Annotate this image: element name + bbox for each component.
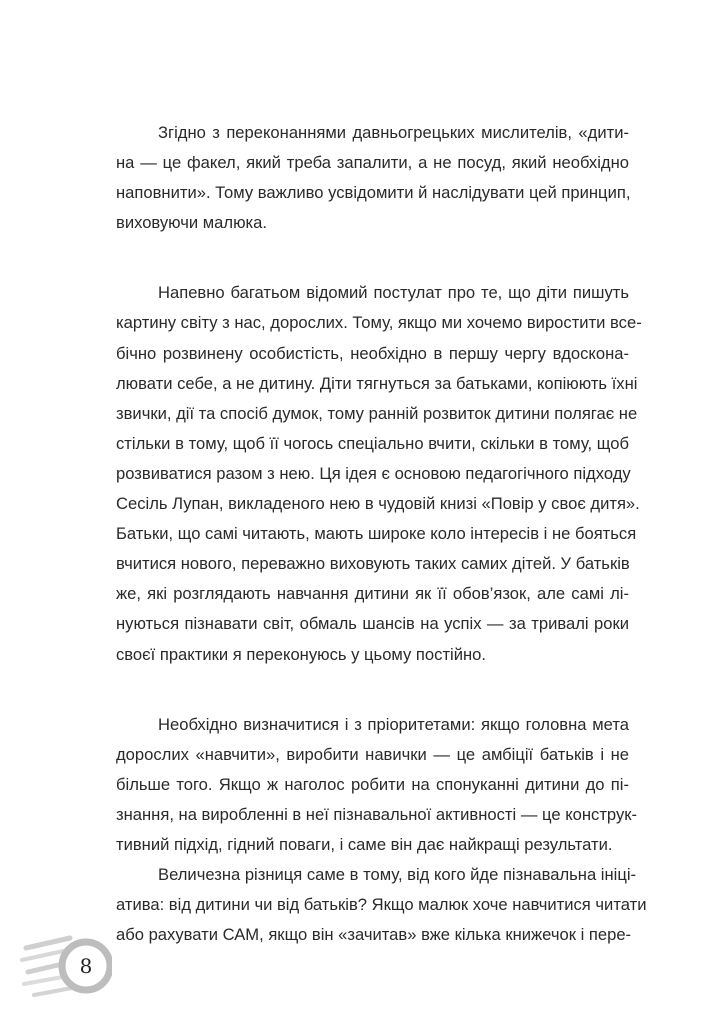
page-number: 8 (79, 954, 93, 978)
paragraph (116, 860, 647, 950)
text-line: Батьки, що самі читають, мають широке коло інтересів і не бояться (116, 524, 637, 544)
text-line: на — це факел, який треба запалити, а не посуд, який необхідно (116, 153, 629, 173)
text-line: картину світу з нас, дорослих. Тому, якщо ми хочемо виростити все- (116, 313, 642, 333)
text-line: розвиватися разом з нею. Ця ідея є основою педагогічного підходу (116, 463, 631, 483)
text-line: Згідно з переконаннями давньогрецьких мислителів, «дити- (158, 123, 629, 142)
text-line: нуються пізнавати світ, обмаль шансів на успіх — за тривалі роки (116, 614, 629, 634)
text-line: Напевно багатьом відомий постулат про те, що діти пишуть (158, 283, 629, 303)
paragraph (116, 710, 638, 860)
text-line: більше того. Якщо ж наголос робити на спонуканні дитини до пі- (116, 774, 629, 794)
text-line: Необхідно визначитися і з пріоритетами: якщо головна мета (158, 714, 629, 734)
text-line: своєї практики я переконуюсь у цьому постійно. (116, 644, 486, 664)
text-line: звички, дії та спосіб думок, тому ранній розвиток дитини полягає не (116, 403, 638, 423)
paragraph (116, 118, 629, 238)
text-line: стільки в тому, щоб її чогось спеціально вчити, скільки в тому, щоб (116, 433, 629, 453)
paragraph-spacer (116, 670, 629, 710)
paragraph-spacer (116, 238, 629, 278)
text-line: дорослих «навчити», виробити навички — це амбіції батьків і не (116, 744, 629, 764)
speed-line (34, 988, 72, 995)
text-line: або рахувати САМ, якщо він «зачитав» вже кілька книжечок і пере- (116, 925, 632, 945)
speed-line (26, 938, 70, 948)
text-line: бічно розвинену особистість, необхідно в першу чергу вдоскона- (116, 343, 629, 363)
text-line: знання, на виробленні в неї пізнавальної активності — це конструк- (116, 804, 638, 824)
text-line: тивний підхід, гідний поваги, і саме він дає найкращі результати. (116, 834, 613, 854)
text-line: Сесіль Лупан, викладеного нею в чудовій книзі «Повір у своє дитя». (116, 494, 640, 514)
text-line: атива: від дитини чи від батьків? Якщо малюк хоче навчитися читати (116, 895, 647, 915)
text-line: вчитися нового, переважно виховують таких самих дітей. У батьків (116, 554, 630, 574)
text-line: виховуючи малюка. (116, 213, 268, 233)
text-line: же, які розглядають навчання дитини як її обов’язок, але самі лі- (116, 584, 629, 604)
text-line: лювати себе, а не дитину. Діти тягнуться за батьками, копіюють їхні (116, 373, 638, 393)
text-line: Величезна різниця саме в тому, від кого йде пізнавальна ініці- (158, 865, 637, 885)
page-number-badge (20, 932, 112, 1002)
page-text (116, 118, 647, 950)
paragraph (116, 278, 642, 669)
text-line: наповнити». Тому важливо усвідомити й наслідувати цей принцип, (116, 183, 631, 203)
